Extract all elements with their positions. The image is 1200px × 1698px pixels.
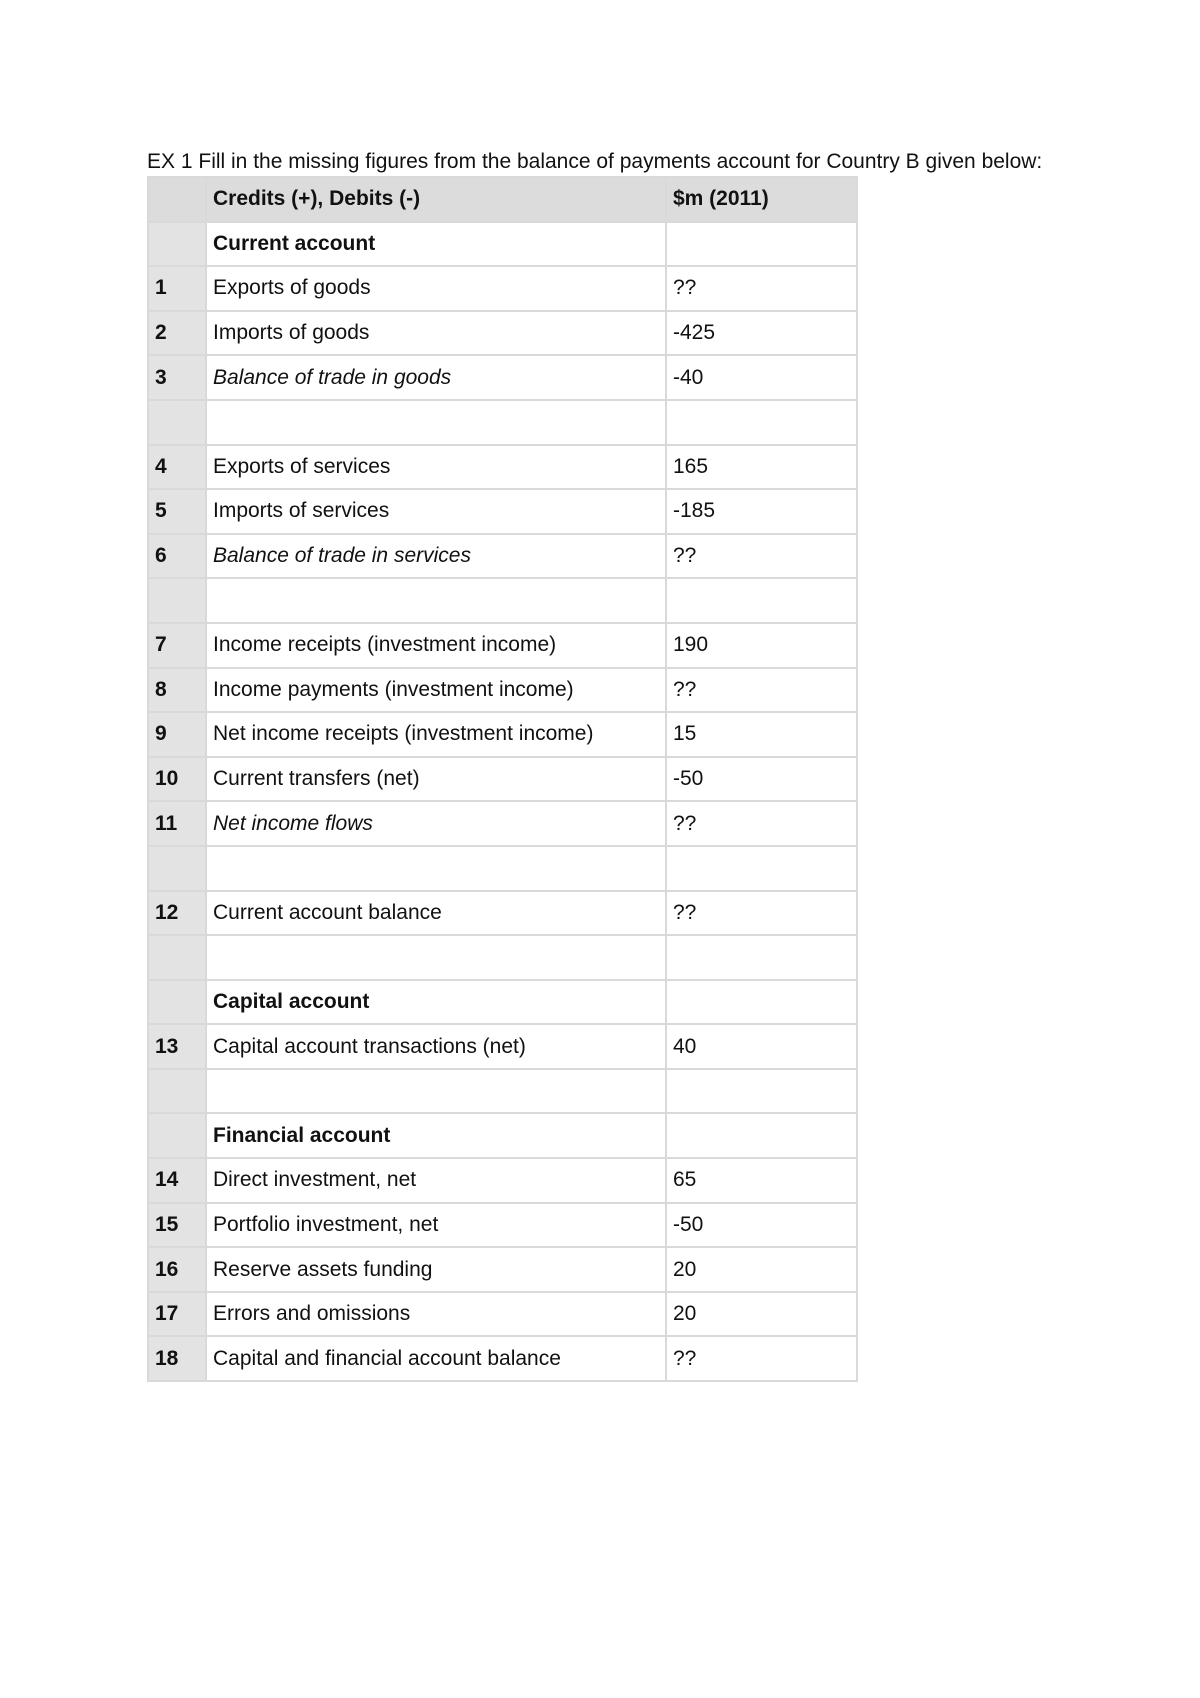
row-number-cell: 1	[148, 266, 206, 311]
row-number-cell	[148, 1069, 206, 1114]
row-item-cell: Imports of goods	[206, 311, 666, 356]
row-number-cell: 7	[148, 623, 206, 668]
table-row	[148, 1292, 857, 1337]
row-item-cell	[206, 400, 666, 445]
row-item-cell: Errors and omissions	[206, 1292, 666, 1337]
table-row	[148, 935, 857, 980]
row-value-cell: -50	[666, 1203, 857, 1248]
row-value-cell	[666, 846, 857, 891]
row-number-cell: 13	[148, 1024, 206, 1069]
row-item-cell: Direct investment, net	[206, 1158, 666, 1203]
row-number-cell	[148, 222, 206, 267]
row-number-cell: 6	[148, 534, 206, 579]
row-value-cell: -185	[666, 489, 857, 534]
row-number-cell: 18	[148, 1336, 206, 1381]
table-row	[148, 757, 857, 802]
row-number-cell: 2	[148, 311, 206, 356]
row-item-cell: Financial account	[206, 1113, 666, 1158]
table-row	[148, 668, 857, 713]
table-row	[148, 355, 857, 400]
table-row	[148, 801, 857, 846]
row-item-cell	[206, 578, 666, 623]
row-item-cell: Balance of trade in services	[206, 534, 666, 579]
balance-of-payments-table	[147, 176, 858, 1382]
header-num-cell	[148, 177, 206, 222]
table-row	[148, 578, 857, 623]
table-row	[148, 623, 857, 668]
table-row	[148, 266, 857, 311]
row-value-cell: -40	[666, 355, 857, 400]
page-content	[147, 147, 1047, 1382]
table-body	[148, 222, 857, 1381]
row-number-cell	[148, 980, 206, 1025]
row-item-cell: Exports of goods	[206, 266, 666, 311]
row-item-cell: Capital account transactions (net)	[206, 1024, 666, 1069]
row-value-cell: 15	[666, 712, 857, 757]
table-row	[148, 445, 857, 490]
row-number-cell	[148, 578, 206, 623]
row-value-cell: ??	[666, 891, 857, 936]
row-item-cell: Imports of services	[206, 489, 666, 534]
row-item-cell: Exports of services	[206, 445, 666, 490]
row-item-cell	[206, 846, 666, 891]
row-value-cell	[666, 222, 857, 267]
table-row	[148, 311, 857, 356]
row-item-cell: Income payments (investment income)	[206, 668, 666, 713]
table-row	[148, 1203, 857, 1248]
row-value-cell: 20	[666, 1247, 857, 1292]
row-item-cell: Balance of trade in goods	[206, 355, 666, 400]
row-value-cell: -50	[666, 757, 857, 802]
row-value-cell: -425	[666, 311, 857, 356]
row-number-cell	[148, 1113, 206, 1158]
row-value-cell: ??	[666, 534, 857, 579]
table-row	[148, 1247, 857, 1292]
table-row	[148, 1336, 857, 1381]
exercise-instruction: EX 1 Fill in the missing figures from the balance of payments account for Country B given below:	[147, 150, 1043, 173]
row-number-cell: 4	[148, 445, 206, 490]
row-number-cell	[148, 846, 206, 891]
row-item-cell: Capital account	[206, 980, 666, 1025]
table-row	[148, 1069, 857, 1114]
row-item-cell: Net income receipts (investment income)	[206, 712, 666, 757]
row-item-cell: Reserve assets funding	[206, 1247, 666, 1292]
row-number-cell: 17	[148, 1292, 206, 1337]
row-item-cell: Current account balance	[206, 891, 666, 936]
table-row	[148, 222, 857, 267]
row-number-cell: 16	[148, 1247, 206, 1292]
row-item-cell	[206, 1069, 666, 1114]
row-value-cell	[666, 1069, 857, 1114]
table-row	[148, 1024, 857, 1069]
row-number-cell: 12	[148, 891, 206, 936]
table-row	[148, 534, 857, 579]
row-number-cell	[148, 400, 206, 445]
table-row	[148, 846, 857, 891]
row-number-cell: 10	[148, 757, 206, 802]
table-row	[148, 891, 857, 936]
row-item-cell: Current account	[206, 222, 666, 267]
row-value-cell: 165	[666, 445, 857, 490]
row-value-cell: 20	[666, 1292, 857, 1337]
row-value-cell: 65	[666, 1158, 857, 1203]
row-number-cell	[148, 935, 206, 980]
header-item-cell: Credits (+), Debits (-)	[206, 177, 666, 222]
row-value-cell	[666, 578, 857, 623]
row-item-cell: Portfolio investment, net	[206, 1203, 666, 1248]
row-item-cell: Net income flows	[206, 801, 666, 846]
row-number-cell: 15	[148, 1203, 206, 1248]
row-value-cell	[666, 400, 857, 445]
row-value-cell: 190	[666, 623, 857, 668]
row-number-cell: 9	[148, 712, 206, 757]
table-row	[148, 712, 857, 757]
table-row	[148, 1113, 857, 1158]
row-value-cell: ??	[666, 1336, 857, 1381]
row-number-cell: 11	[148, 801, 206, 846]
table-row	[148, 980, 857, 1025]
row-item-cell: Current transfers (net)	[206, 757, 666, 802]
row-item-cell: Capital and financial account balance	[206, 1336, 666, 1381]
row-number-cell: 8	[148, 668, 206, 713]
row-number-cell: 3	[148, 355, 206, 400]
row-value-cell: 40	[666, 1024, 857, 1069]
header-value-cell: $m (2011)	[666, 177, 857, 222]
table-row	[148, 1158, 857, 1203]
table-header-row	[148, 177, 857, 222]
table-row	[148, 400, 857, 445]
row-value-cell	[666, 980, 857, 1025]
row-item-cell	[206, 935, 666, 980]
row-value-cell: ??	[666, 801, 857, 846]
row-item-cell: Income receipts (investment income)	[206, 623, 666, 668]
row-value-cell: ??	[666, 668, 857, 713]
table-row	[148, 489, 857, 534]
row-value-cell: ??	[666, 266, 857, 311]
row-value-cell	[666, 1113, 857, 1158]
row-number-cell: 14	[148, 1158, 206, 1203]
row-value-cell	[666, 935, 857, 980]
row-number-cell: 5	[148, 489, 206, 534]
